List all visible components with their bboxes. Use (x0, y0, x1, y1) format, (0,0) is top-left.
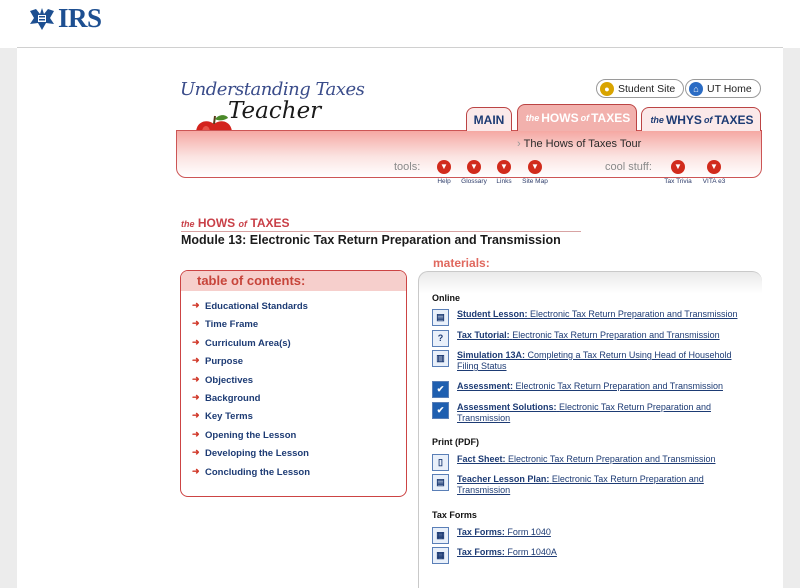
arrow-down-icon: ▼ (707, 160, 721, 174)
brand-line-1: Understanding Taxes (180, 79, 365, 100)
material-label: Tax Forms: (457, 527, 505, 537)
links-tool[interactable] (492, 160, 516, 185)
tax-forms-heading: Tax Forms (432, 510, 477, 520)
material-text: Form 1040A (507, 547, 557, 557)
tools-label: tools: (394, 161, 421, 173)
tab-hows-the: the (525, 113, 540, 123)
tab-whys-of: of (703, 114, 713, 125)
glossary-label: Glossary (461, 178, 487, 185)
material-label: Fact Sheet: (457, 454, 506, 464)
material-text: Electronic Tax Return Preparation and Transmission (457, 402, 711, 423)
arrow-down-icon: ▼ (671, 160, 685, 174)
print-heading: Print (PDF) (432, 437, 479, 447)
material-label: Simulation 13A: (457, 350, 526, 360)
toc-item-curriculum-areas[interactable]: ➜ Curriculum Area(s) (181, 338, 406, 356)
material-assessment-solutions[interactable] (432, 402, 752, 424)
book-icon: ▤ (432, 474, 449, 491)
toc-heading: table of contents: (181, 271, 406, 291)
material-text: Electronic Tax Return Preparation and Transmission (508, 454, 716, 464)
links-label: Links (496, 178, 512, 185)
materials-heading: materials: (433, 256, 490, 270)
material-simulation-13a[interactable] (432, 350, 752, 372)
top-bar (0, 0, 800, 48)
material-teacher-lesson-plan[interactable] (432, 474, 752, 496)
toc-item-time-frame[interactable]: ➜ Time Frame (181, 319, 406, 337)
tab-whys-of-taxes[interactable] (641, 107, 761, 131)
toc-item-background[interactable]: ➜ Background (181, 393, 406, 411)
material-form-1040[interactable] (432, 527, 752, 544)
page-title: Module 13: Electronic Tax Return Preparation and Transmission (181, 233, 561, 247)
tab-main-label: MAIN (473, 112, 505, 127)
tab-hows-of-taxes[interactable] (517, 104, 637, 131)
simulation-icon: ▥ (432, 350, 449, 367)
tab-whys-taxes: TAXES (714, 112, 754, 127)
tab-main[interactable] (466, 107, 512, 131)
vita-e3-tool[interactable] (699, 160, 729, 185)
material-text: Electronic Tax Return Preparation and Transmission (515, 381, 723, 391)
online-heading: Online (432, 293, 461, 303)
tax-trivia-tool[interactable] (661, 160, 695, 185)
arrow-down-icon: ▼ (467, 160, 481, 174)
material-text: Electronic Tax Return Preparation and Transmission (530, 309, 738, 319)
toc-item-key-terms[interactable]: ➜ Key Terms (181, 411, 406, 429)
material-text: Electronic Tax Return Preparation and Transmission (457, 474, 704, 495)
home-icon: ⌂ (689, 82, 703, 96)
site-map-label: Site Map (522, 178, 548, 185)
section-heading (181, 216, 290, 230)
ut-home-button[interactable] (685, 79, 761, 98)
student-site-button[interactable] (596, 79, 684, 98)
tab-hows-taxes: TAXES (591, 111, 631, 125)
section-the: the (181, 219, 195, 229)
material-text: Form 1040 (507, 527, 551, 537)
check-icon: ✔ (432, 402, 449, 419)
help-tool[interactable] (432, 160, 456, 185)
section-hows: HOWS (197, 216, 236, 230)
help-label: Help (437, 178, 451, 185)
form-icon: ▦ (432, 547, 449, 564)
tax-trivia-label: Tax Trivia (664, 178, 692, 185)
vita-e3-label: VITA e3 (702, 178, 726, 185)
tab-whys-the: the (650, 114, 664, 125)
question-icon: ? (432, 330, 449, 347)
toc-item-purpose[interactable]: ➜ Purpose (181, 356, 406, 374)
book-icon: ▤ (432, 309, 449, 326)
section-of: of (238, 219, 248, 229)
document-icon: ▯ (432, 454, 449, 471)
material-label: Teacher Lesson Plan: (457, 474, 550, 484)
brand-line-2: Teacher (228, 98, 322, 124)
toc-item-developing-lesson[interactable]: ➜ Developing the Lesson (181, 448, 406, 466)
material-fact-sheet[interactable] (432, 454, 752, 471)
check-icon: ✔ (432, 381, 449, 398)
form-icon: ▦ (432, 527, 449, 544)
material-label: Tax Tutorial: (457, 330, 510, 340)
table-of-contents (180, 270, 407, 497)
material-text: Completing a Tax Return Using Head of Household Filing Status (457, 350, 732, 371)
student-icon: ● (600, 82, 614, 96)
site-map-tool[interactable] (519, 160, 551, 185)
tab-hows-word: HOWS (541, 111, 579, 125)
toc-item-opening-lesson[interactable]: ➜ Opening the Lesson (181, 430, 406, 448)
hows-of-taxes-tour-link[interactable]: › The Hows of Taxes Tour (517, 138, 641, 150)
toc-item-objectives[interactable]: ➜ Objectives (181, 375, 406, 393)
toc-item-educational-standards[interactable]: ➜ Educational Standards (181, 301, 406, 319)
cool-stuff-label: cool stuff: (605, 161, 652, 173)
ut-home-label: UT Home (707, 82, 752, 95)
irs-logo[interactable] (28, 3, 102, 34)
material-label: Student Lesson: (457, 309, 528, 319)
toc-item-concluding-lesson[interactable]: ➜ Concluding the Lesson (181, 467, 406, 485)
material-label: Assessment: (457, 381, 514, 391)
arrow-down-icon: ▼ (528, 160, 542, 174)
glossary-tool[interactable] (457, 160, 491, 185)
material-label: Tax Forms: (457, 547, 505, 557)
material-form-1040a[interactable] (432, 547, 752, 564)
irs-wordmark: IRS (58, 3, 102, 33)
tab-whys-word: WHYS (665, 112, 702, 127)
material-label: Assessment Solutions: (457, 402, 557, 412)
tab-hows-of: of (580, 113, 590, 123)
material-student-lesson[interactable] (432, 309, 752, 326)
arrow-down-icon: ▼ (437, 160, 451, 174)
student-site-label: Student Site (618, 82, 676, 95)
material-assessment[interactable] (432, 381, 752, 398)
arrow-down-icon: ▼ (497, 160, 511, 174)
eagle-seal-icon (28, 6, 56, 32)
section-taxes: TAXES (250, 216, 290, 230)
material-tax-tutorial[interactable] (432, 330, 752, 347)
divider (181, 231, 581, 232)
material-text: Electronic Tax Return Preparation and Transmission (512, 330, 720, 340)
